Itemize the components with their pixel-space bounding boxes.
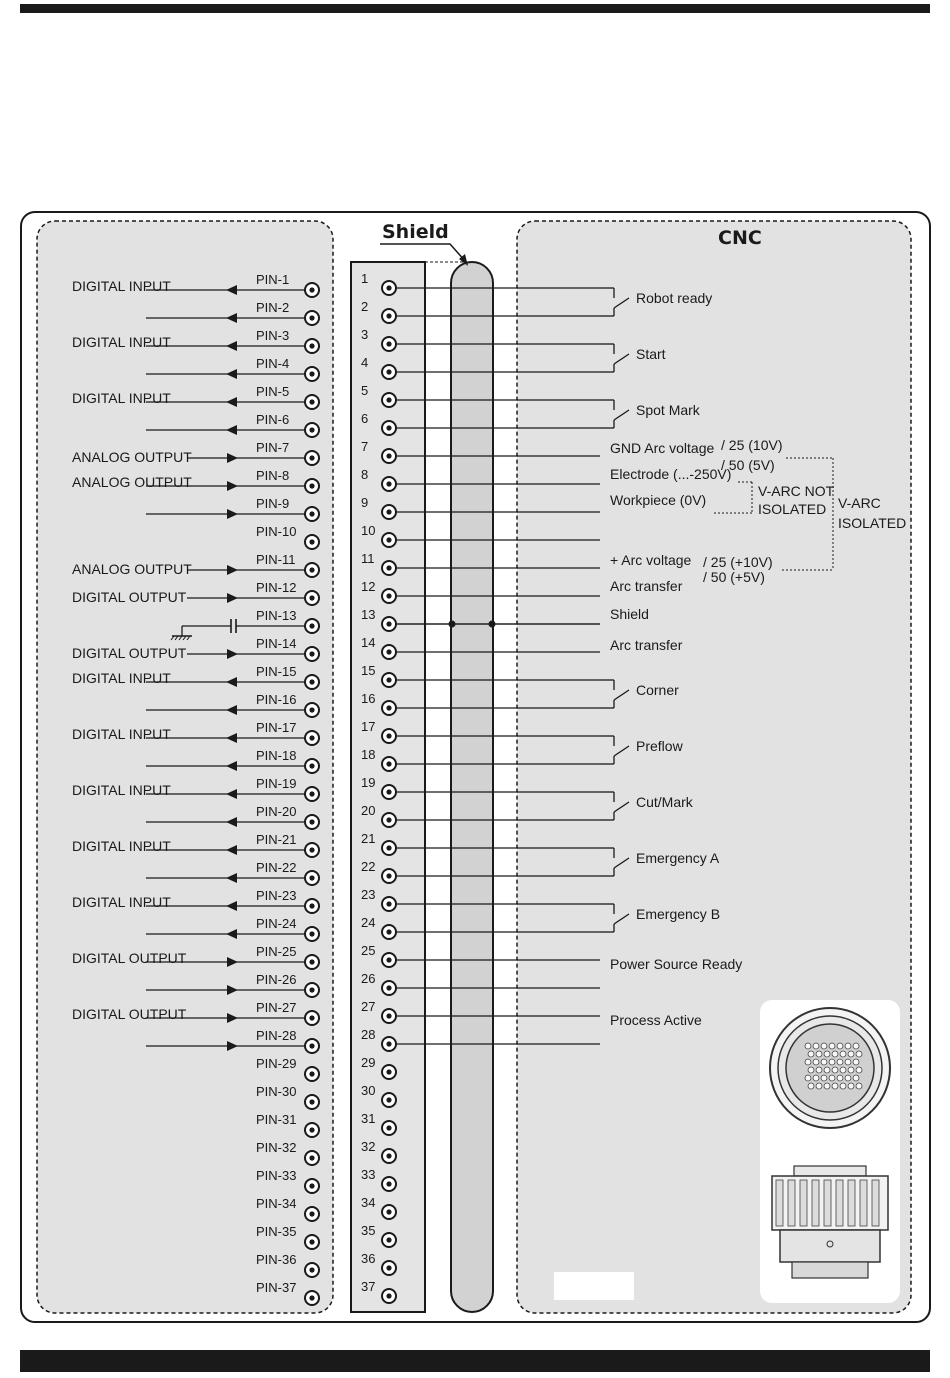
pin-number: 25 [361, 943, 376, 958]
block-terminal-dot [386, 369, 391, 374]
connector-hole [816, 1051, 822, 1057]
pin-label: PIN-4 [256, 356, 290, 371]
connector-hole [808, 1051, 814, 1057]
left-terminal-dot [309, 371, 314, 376]
block-terminal-dot [386, 481, 391, 486]
pin-label: PIN-9 [256, 496, 290, 511]
left-group-label: DIGITAL INPUT [72, 390, 171, 406]
pin-label: PIN-6 [256, 412, 290, 427]
connector-hole [821, 1075, 827, 1081]
pin-label: PIN-1 [256, 272, 290, 287]
left-terminal-dot [309, 651, 314, 656]
pin-number: 30 [361, 1083, 376, 1098]
switch-label: Robot ready [636, 290, 713, 306]
shield-junction [489, 621, 496, 628]
connector-hole [837, 1059, 843, 1065]
left-terminal-dot [309, 623, 314, 628]
connector-rib [800, 1180, 807, 1226]
pin-label: PIN-23 [256, 888, 297, 903]
left-terminal-dot [309, 287, 314, 292]
block-terminal-dot [386, 901, 391, 906]
blank-label-box [554, 1272, 634, 1300]
shield-label: Shield [382, 221, 449, 243]
connector-rib [812, 1180, 819, 1226]
connector-hole [824, 1067, 830, 1073]
pin-number: 9 [361, 495, 369, 510]
left-terminal-dot [309, 875, 314, 880]
signal-label: Electrode (...-250V) [610, 466, 732, 482]
left-terminal-dot [309, 1211, 314, 1216]
connector-rib [824, 1180, 831, 1226]
pin-label: PIN-26 [256, 972, 297, 987]
block-terminal-dot [386, 817, 391, 822]
switch-label: Spot Mark [636, 402, 700, 418]
pin-number: 19 [361, 775, 376, 790]
left-terminal-dot [309, 679, 314, 684]
connector-hole [848, 1083, 854, 1089]
pin-number: 35 [361, 1223, 376, 1238]
pin-number: 3 [361, 327, 369, 342]
left-terminal-dot [309, 1071, 314, 1076]
left-group-label: DIGITAL INPUT [72, 894, 171, 910]
varc-not-isolated-label: ISOLATED [758, 501, 827, 517]
pin-label: PIN-37 [256, 1280, 297, 1295]
switch-label: Preflow [636, 738, 683, 754]
left-terminal-dot [309, 1155, 314, 1160]
left-group-label: DIGITAL INPUT [72, 334, 171, 350]
divider-label: / 25 (10V) [721, 437, 783, 453]
connector-hole [845, 1059, 851, 1065]
left-group-label: DIGITAL OUTPUT [72, 645, 187, 661]
pin-number: 1 [361, 271, 369, 286]
pin-label: PIN-31 [256, 1112, 297, 1127]
left-terminal-dot [309, 959, 314, 964]
signal-label: Process Active [610, 1012, 702, 1028]
block-terminal-dot [386, 1237, 391, 1242]
connector-hole [856, 1051, 862, 1057]
pin-number: 23 [361, 887, 376, 902]
connector-hole [808, 1067, 814, 1073]
connector-rib [776, 1180, 783, 1226]
connector-rib [848, 1180, 855, 1226]
pin-label: PIN-3 [256, 328, 290, 343]
left-terminal-dot [309, 483, 314, 488]
pin-number: 34 [361, 1195, 376, 1210]
connector-hole [821, 1043, 827, 1049]
left-terminal-dot [309, 1015, 314, 1020]
pin-number: 31 [361, 1111, 376, 1126]
pin-number: 18 [361, 747, 376, 762]
pin-label: PIN-2 [256, 300, 290, 315]
block-terminal-dot [386, 789, 391, 794]
pin-label: PIN-16 [256, 692, 297, 707]
pin-label: PIN-29 [256, 1056, 297, 1071]
pin-label: PIN-15 [256, 664, 297, 679]
signal-label: GND Arc voltage [610, 440, 715, 456]
left-terminal-dot [309, 847, 314, 852]
block-terminal-dot [386, 845, 391, 850]
left-group-label: DIGITAL INPUT [72, 782, 171, 798]
signal-label: Arc transfer [610, 578, 683, 594]
connector-hole [856, 1067, 862, 1073]
connector-front-picture [770, 1008, 890, 1128]
left-terminal-dot [309, 399, 314, 404]
pin-number: 4 [361, 355, 369, 370]
pin-number: 36 [361, 1251, 376, 1266]
connector-hole [840, 1083, 846, 1089]
divider-label: / 25 (+10V) [703, 554, 773, 570]
pin-number: 22 [361, 859, 376, 874]
connector-hole [813, 1075, 819, 1081]
pin-label: PIN-27 [256, 1000, 297, 1015]
pin-label: PIN-14 [256, 636, 297, 651]
pin-number: 20 [361, 803, 376, 818]
bottom-bar [20, 1350, 930, 1372]
connector-hole [832, 1083, 838, 1089]
left-group-label: DIGITAL OUTPUT [72, 589, 187, 605]
connector-hole [829, 1059, 835, 1065]
connector-hole [821, 1059, 827, 1065]
pin-label: PIN-30 [256, 1084, 297, 1099]
block-terminal-dot [386, 565, 391, 570]
left-group-label: DIGITAL INPUT [72, 726, 171, 742]
connector-rib [860, 1180, 867, 1226]
pin-number: 13 [361, 607, 376, 622]
pin-number: 27 [361, 999, 376, 1014]
left-terminal-dot [309, 903, 314, 908]
left-group-label: DIGITAL INPUT [72, 838, 171, 854]
connector-hole [805, 1043, 811, 1049]
connector-hole [840, 1067, 846, 1073]
pin-label: PIN-10 [256, 524, 297, 539]
signal-label: Arc transfer [610, 637, 683, 653]
connector-rib [872, 1180, 879, 1226]
block-terminal-dot [386, 705, 391, 710]
left-group-label: DIGITAL INPUT [72, 670, 171, 686]
pin-label: PIN-13 [256, 608, 297, 623]
left-group-label: ANALOG OUTPUT [72, 474, 192, 490]
block-terminal-dot [386, 1097, 391, 1102]
connector-hole [837, 1043, 843, 1049]
pin-number: 29 [361, 1055, 376, 1070]
block-terminal-dot [386, 985, 391, 990]
pin-label: PIN-22 [256, 860, 297, 875]
connector-hole [824, 1051, 830, 1057]
varc-isolated-label: V-ARC [838, 495, 881, 511]
pin-label: PIN-7 [256, 440, 290, 455]
pin-label: PIN-8 [256, 468, 290, 483]
signal-label: Workpiece (0V) [610, 492, 707, 508]
pin-number: 2 [361, 299, 369, 314]
pin-label: PIN-36 [256, 1252, 297, 1267]
connector-hole [832, 1051, 838, 1057]
block-terminal-dot [386, 453, 391, 458]
connector-hole [853, 1059, 859, 1065]
connector-hole [840, 1051, 846, 1057]
pin-number: 15 [361, 663, 376, 678]
block-terminal-dot [386, 677, 391, 682]
pin-label: PIN-18 [256, 748, 297, 763]
block-terminal-dot [386, 1153, 391, 1158]
pin-number: 32 [361, 1139, 376, 1154]
pin-number: 37 [361, 1279, 376, 1294]
block-terminal-dot [386, 873, 391, 878]
block-terminal-dot [386, 1293, 391, 1298]
pin-number: 10 [361, 523, 376, 538]
left-terminal-dot [309, 343, 314, 348]
pin-number: 8 [361, 467, 369, 482]
pin-number: 16 [361, 691, 376, 706]
left-group-label: ANALOG OUTPUT [72, 449, 192, 465]
connector-hole [829, 1043, 835, 1049]
connector-hole [805, 1075, 811, 1081]
left-terminal-dot [309, 791, 314, 796]
switch-label: Emergency B [636, 906, 721, 922]
connector-hole [848, 1051, 854, 1057]
block-terminal-dot [386, 341, 391, 346]
pin-number: 28 [361, 1027, 376, 1042]
pin-label: PIN-24 [256, 916, 297, 931]
block-terminal-dot [386, 285, 391, 290]
block-terminal-dot [386, 1041, 391, 1046]
connector-hole [832, 1067, 838, 1073]
left-terminal-dot [309, 539, 314, 544]
connector-hole [837, 1075, 843, 1081]
left-terminal-dot [309, 819, 314, 824]
block-terminal-dot [386, 761, 391, 766]
connector-hole [829, 1075, 835, 1081]
left-terminal-dot [309, 1267, 314, 1272]
signal-label: + Arc voltage [610, 552, 692, 568]
left-terminal-dot [309, 1127, 314, 1132]
left-terminal-dot [309, 1099, 314, 1104]
pin-label: PIN-34 [256, 1196, 297, 1211]
pin-number: 6 [361, 411, 369, 426]
pin-label: PIN-25 [256, 944, 297, 959]
switch-label: Cut/Mark [636, 794, 693, 810]
shield-junction [449, 621, 456, 628]
left-terminal-dot [309, 315, 314, 320]
block-terminal-dot [386, 593, 391, 598]
pin-label: PIN-20 [256, 804, 297, 819]
left-terminal-dot [309, 567, 314, 572]
connector-hole [808, 1083, 814, 1089]
pin-number: 21 [361, 831, 376, 846]
left-terminal-dot [309, 987, 314, 992]
block-terminal-dot [386, 1069, 391, 1074]
left-group-label: DIGITAL OUTPUT [72, 1006, 187, 1022]
block-terminal-dot [386, 537, 391, 542]
block-terminal-dot [386, 1209, 391, 1214]
shield-tube [451, 262, 493, 1312]
block-terminal-dot [386, 313, 391, 318]
connector-hole [845, 1075, 851, 1081]
divider-label: / 50 (+5V) [703, 569, 765, 585]
block-terminal-dot [386, 425, 391, 430]
pin-label: PIN-21 [256, 832, 297, 847]
connector-side-picture [772, 1166, 888, 1278]
pin-number: 14 [361, 635, 376, 650]
varc-not-isolated-label: V-ARC NOT [758, 483, 835, 499]
connector-hole [853, 1075, 859, 1081]
left-terminal-dot [309, 763, 314, 768]
block-terminal-dot [386, 621, 391, 626]
pin-label: PIN-32 [256, 1140, 297, 1155]
block-terminal-dot [386, 1013, 391, 1018]
signal-label: Power Source Ready [610, 956, 743, 972]
signal-label: Shield [610, 606, 649, 622]
pin-number: 24 [361, 915, 376, 930]
block-terminal-dot [386, 1181, 391, 1186]
connector-hole [824, 1083, 830, 1089]
divider-label: / 50 (5V) [721, 457, 775, 473]
varc-isolated-label: ISOLATED [838, 515, 907, 531]
connector-hole [845, 1043, 851, 1049]
left-terminal-dot [309, 1043, 314, 1048]
left-group-label: DIGITAL INPUT [72, 278, 171, 294]
pin-number: 11 [361, 551, 375, 566]
pin-label: PIN-12 [256, 580, 297, 595]
left-terminal-dot [309, 595, 314, 600]
block-terminal-dot [386, 957, 391, 962]
left-terminal-dot [309, 707, 314, 712]
connector-hole [848, 1067, 854, 1073]
pin-label: PIN-28 [256, 1028, 297, 1043]
block-terminal-dot [386, 1265, 391, 1270]
connector-hole [805, 1059, 811, 1065]
connector-hole [853, 1043, 859, 1049]
connector-hole [813, 1059, 819, 1065]
connector-rib [836, 1180, 843, 1226]
left-terminal-dot [309, 455, 314, 460]
block-terminal-dot [386, 397, 391, 402]
connector-rib [788, 1180, 795, 1226]
pin-label: PIN-5 [256, 384, 290, 399]
connector-hole [856, 1083, 862, 1089]
pin-label: PIN-35 [256, 1224, 297, 1239]
pin-number: 17 [361, 719, 376, 734]
left-terminal-dot [309, 735, 314, 740]
connector-hole [816, 1083, 822, 1089]
pin-number: 5 [361, 383, 369, 398]
switch-label: Start [636, 346, 666, 362]
block-terminal-dot [386, 733, 391, 738]
pin-label: PIN-19 [256, 776, 297, 791]
left-terminal-dot [309, 931, 314, 936]
block-terminal-dot [386, 1125, 391, 1130]
top-bar [20, 4, 930, 13]
block-terminal-dot [386, 929, 391, 934]
cnc-title: CNC [718, 227, 762, 249]
pin-number: 26 [361, 971, 376, 986]
pin-number: 7 [361, 439, 369, 454]
connector-hole [813, 1043, 819, 1049]
left-group-label: DIGITAL OUTPUT [72, 950, 187, 966]
left-terminal-dot [309, 1183, 314, 1188]
left-group-label: ANALOG OUTPUT [72, 561, 192, 577]
switch-label: Emergency A [636, 850, 720, 866]
pin-label: PIN-33 [256, 1168, 297, 1183]
left-terminal-dot [309, 1295, 314, 1300]
block-terminal-dot [386, 509, 391, 514]
pin-number: 12 [361, 579, 376, 594]
pin-label: PIN-11 [256, 552, 296, 567]
pin-number: 33 [361, 1167, 376, 1182]
switch-label: Corner [636, 682, 679, 698]
connector-hole [816, 1067, 822, 1073]
left-terminal-dot [309, 1239, 314, 1244]
block-terminal-dot [386, 649, 391, 654]
pin-label: PIN-17 [256, 720, 297, 735]
left-terminal-dot [309, 427, 314, 432]
left-terminal-dot [309, 511, 314, 516]
